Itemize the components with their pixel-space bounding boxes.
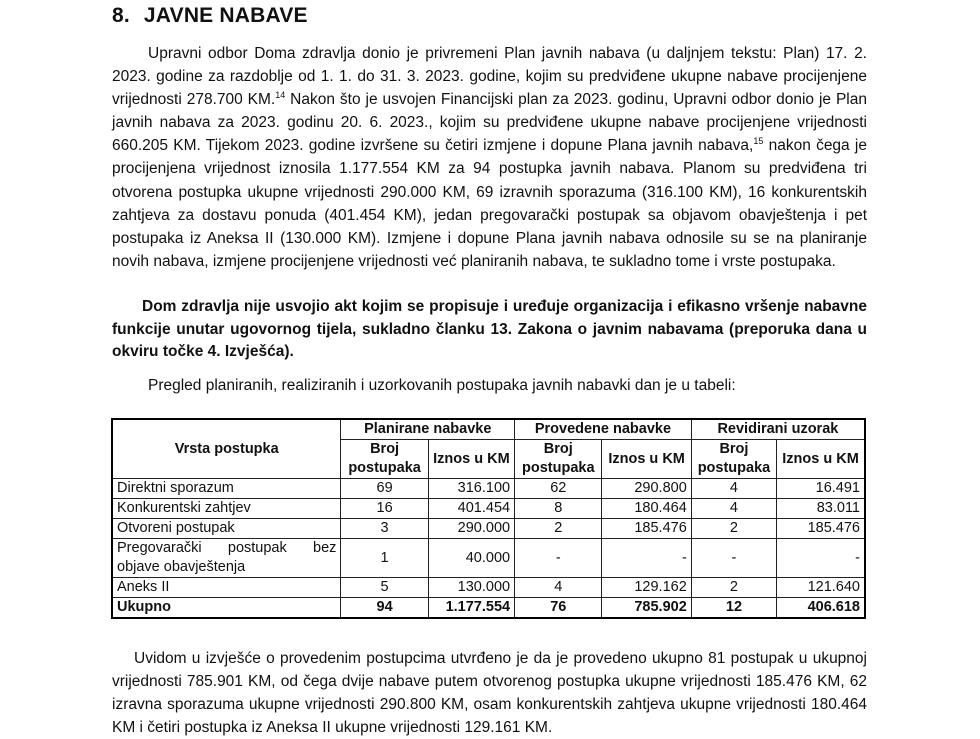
cell-value: 40.000 [428,539,514,578]
section-number: 8. [112,4,130,27]
paragraph-table-intro [112,374,867,397]
cell-value: 1.177.554 [428,598,514,619]
cell-value: 2 [515,519,602,539]
paragraph-text: nakon čega je procijenjena vrijednost iznosila 1.177.554 KM za 94 postupka javnih nabava. Planom su predviđena tri otvorena postupka ukupne vrijednosti 290.000 KM, 69 izravnih sporazuma (316.100 KM), 16 konkurentskih zahtjeva za dostavu ponuda (401.454 KM), jedan pregovarački postupak sa objavom obavještenja i pet postupaka iz Aneksa II (130.000 KM). Izmjene i dopune Plana javnih nabava odnosile su se na planiranje novih nabava, izmjene procijenjene vrijednosti već planiranih nabava, te sukladno tome i vrste postupaka. [112,137,867,270]
row-label: Aneks II [112,578,341,598]
table-row [112,499,865,519]
cell-value: 4 [691,479,776,499]
footnote-ref[interactable]: 14 [275,90,286,101]
row-label: Direktni sporazum [112,479,341,499]
table-row [112,479,865,499]
row-label: Otvoreni postupak [112,519,341,539]
table-row [112,578,865,598]
cell-value: 121.640 [777,578,865,598]
cell-value: 185.476 [777,519,865,539]
header-amount: Iznos u KM [777,440,865,479]
header-count: Broj postupaka [341,440,428,479]
header-group-conducted: Provedene nabavke [515,419,692,440]
cell-value: 180.464 [602,499,691,519]
row-label: Ukupno [112,598,341,619]
paragraph-text: Upravni odbor Doma zdravlja donio je privremeni Plan javnih nabava (u daljnjem tekstu: Plan) 17. 2. 2023. godine za razdoblje od 1. 1. do 31. 3. 2023. godine, kojim su predviđene ukupne nabave procijenjene vrijednosti 278.700 KM. [112,45,867,109]
row-label: Pregovarački postupak bez objave obavještenja [112,539,341,578]
paragraph-text: Pregled planiranih, realiziranih i uzorkovanih postupaka javnih nabavki dan je u tabeli: [148,377,736,394]
header-amount: Iznos u KM [428,440,514,479]
cell-value: 1 [341,539,428,578]
cell-value: 4 [691,499,776,519]
cell-value: 785.902 [602,598,691,619]
row-label: Konkurentski zahtjev [112,499,341,519]
cell-value: - [777,539,865,578]
cell-value: 401.454 [428,499,514,519]
cell-value: 94 [341,598,428,619]
cell-value: 316.100 [428,479,514,499]
header-amount: Iznos u KM [602,440,691,479]
cell-value: 130.000 [428,578,514,598]
paragraph-finding [112,296,867,364]
procurement-table [111,418,866,619]
cell-value: 129.162 [602,578,691,598]
paragraph-conducted [112,647,867,739]
cell-value: 83.011 [777,499,865,519]
table-row [112,539,865,578]
cell-value: 69 [341,479,428,499]
cell-value: 290.800 [602,479,691,499]
cell-value: 12 [691,598,776,619]
cell-value: - [602,539,691,578]
header-group-audited: Revidirani uzorak [691,419,865,440]
section-title: JAVNE NABAVE [143,4,308,27]
cell-value: 76 [515,598,602,619]
cell-value: 62 [515,479,602,499]
table-row [112,519,865,539]
cell-value: - [515,539,602,578]
cell-value: 290.000 [428,519,514,539]
section-heading [112,4,308,28]
cell-value: 16.491 [777,479,865,499]
table-row-total [112,598,865,619]
paragraph-text: Dom zdravlja nije usvojio akt kojim se propisuje i uređuje organizacija i efikasno vršenje nabavne funkcije unutar ugovornog tijela, sukladno članku 13. Zakona o javnim nabavama (preporuka dana u okviru točke 4. Izvješća). [112,298,867,360]
header-group-planned: Planirane nabavke [341,419,515,440]
header-count: Broj postupaka [691,440,776,479]
header-count: Broj postupaka [515,440,602,479]
paragraph-text: Nakon što je usvojen Financijski plan za 2023. godinu, Upravni odbor donio je Plan javnih nabava za 2023. godinu 20. 6. 2023., kojim su predviđene ukupne nabave procijenjene vrijednosti 660.205 KM. Tijekom 2023. godine izvršene su četiri izmjene i dopune Plana javnih nabava, [112,91,867,155]
cell-value: 16 [341,499,428,519]
cell-value: - [691,539,776,578]
paragraph-text: Uvidom u izvješće o provedenim postupcima utvrđeno je da je provedeno ukupno 81 postupak u ukupnoj vrijednosti 785.901 KM, od čega dvije nabave putem otvorenog postupka ukupne vrijednosti 185.476 KM, 62 izravna sporazuma ukupne vrijednosti 290.800 KM, osam konkurentskih zahtjeva ukupne vrijednosti 180.464 KM i četiri postupka iz Aneksa II ukupne vrijednosti 129.161 KM. [112,650,867,736]
cell-value: 5 [341,578,428,598]
cell-value: 2 [691,578,776,598]
footnote-ref[interactable]: 15 [753,136,764,147]
cell-value: 8 [515,499,602,519]
cell-value: 3 [341,519,428,539]
cell-value: 4 [515,578,602,598]
cell-value: 2 [691,519,776,539]
header-type: Vrsta postupka [112,419,341,479]
cell-value: 185.476 [602,519,691,539]
paragraph-plan [112,42,867,273]
cell-value: 406.618 [777,598,865,619]
